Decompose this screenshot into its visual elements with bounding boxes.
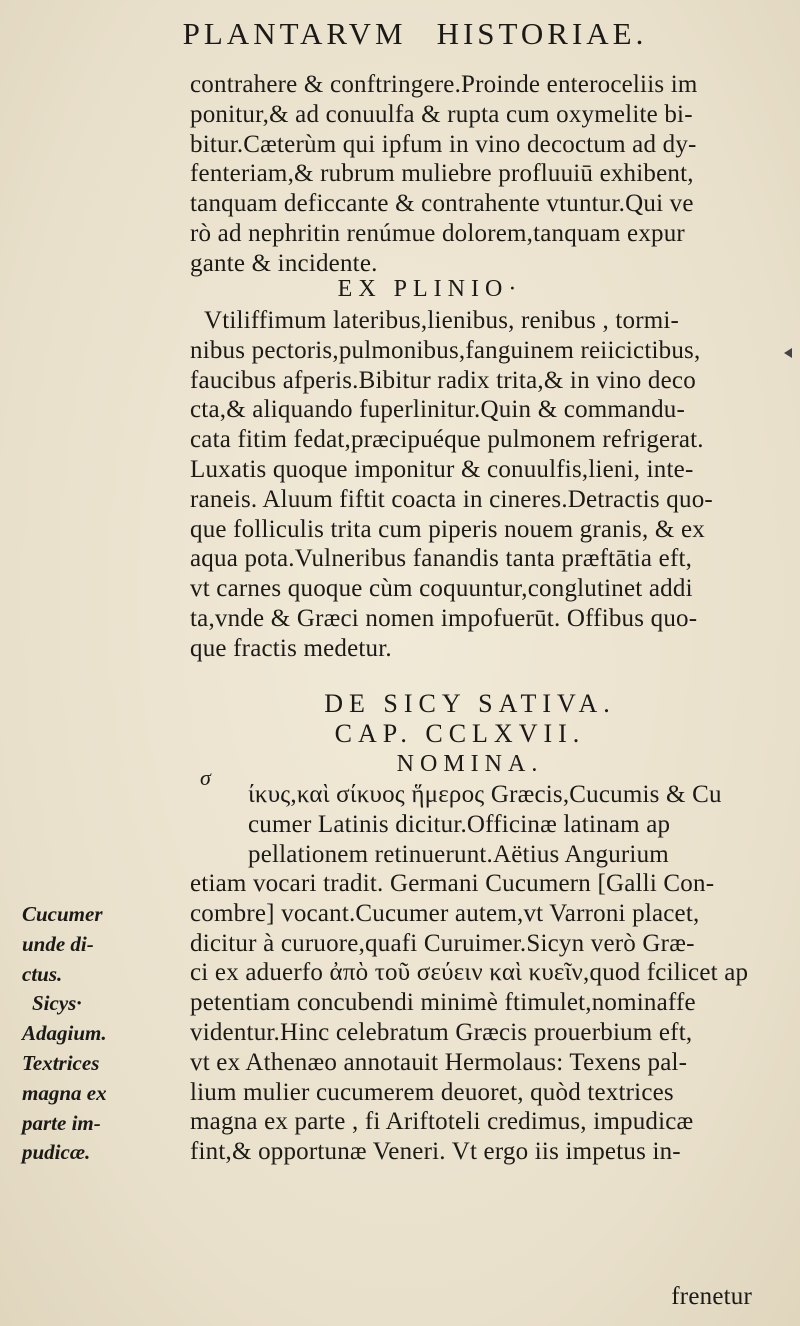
marginal-note-cucumer <box>22 900 182 1168</box>
margin-line: unde di- <box>22 931 94 956</box>
text-line: ta,vnde & Græci nomen impofuerūt. Offibus quo- <box>190 604 698 632</box>
text-line: rò ad nephritin renúmue dolorem,tanquam expur <box>190 219 685 247</box>
ex-plinio-heading: EX PLINIO· <box>337 276 523 302</box>
text-line: magna ex parte , fi Ariftoteli credimus, impudicæ <box>190 1108 694 1136</box>
margin-line: Cucumer <box>22 902 103 926</box>
margin-line: parte im- <box>22 1110 101 1135</box>
text-line: Vtiliffimum lateribus,lienibus, renibus , tormi- <box>204 307 680 334</box>
running-title-2: HISTORIAE. <box>436 16 648 51</box>
text-line: gante & incidente. <box>190 249 378 277</box>
text-line: ci ex aduerfo ἀπὸ τοῦ σεύειν καὶ κυεῖν,quod fcilicet ap <box>190 959 749 987</box>
running-title-1: PLANTARVM <box>182 16 407 51</box>
paragraph-plinio <box>190 306 760 664</box>
text-line: bitur.Cæterùm qui ipfum in vino decoctum ad dy- <box>190 130 697 158</box>
text-line: ίκυς,καὶ σίκυος ἥμερος Græcis,Cucumis & Cu <box>248 781 722 808</box>
text-line: fenteriam,& rubrum muliebre profluuiū exhibent, <box>190 160 694 188</box>
paragraph-nomina-intro <box>248 780 748 869</box>
text-line: cumer Latinis dicitur.Officinæ latinam ap <box>248 810 671 838</box>
text-line: videntur.Hinc celebratum Græcis prouerbium eft, <box>190 1018 693 1046</box>
text-line: cta,& aliquando fuperlinitur.Quin & commandu- <box>190 396 685 424</box>
margin-line: magna ex <box>22 1080 107 1105</box>
pointer-mark <box>784 348 792 358</box>
text-line: combre] vocant.Cucumer autem,vt Varroni placet, <box>190 899 700 927</box>
chapter-number: CAP. CCLXVII. <box>334 719 586 748</box>
text-line: que fractis medetur. <box>190 634 392 662</box>
running-header <box>0 16 800 52</box>
text-line: ponitur,& ad conuulfa & rupta cum oxymelite bi- <box>190 100 693 128</box>
text-line: lium mulier cucumerem deuoret, quòd textrices <box>190 1078 674 1106</box>
text-line: que folliculis trita cum piperis nouem granis, & ex <box>190 515 705 543</box>
section-title: DE SICY SATIVA. <box>324 689 616 718</box>
paragraph-nomina <box>190 869 750 1167</box>
greek-initial: σ <box>200 765 211 790</box>
text-line: vt carnes quoque cùm coquuntur,conglutinet addi <box>190 575 693 603</box>
text-line: dicitur à curuore,quafi Curuimer.Sicyn verò Græ- <box>190 929 695 957</box>
text-line: contrahere & conftringere.Proinde enteroceliis im <box>190 71 698 98</box>
text-line: vt ex Athenæo annotauit Hermolaus: Texens pal- <box>190 1048 688 1076</box>
margin-line: pudicæ. <box>22 1140 91 1165</box>
text-line: cata fitim fedat,præcipuéque pulmonem refrigerat. <box>190 426 704 454</box>
text-line: faucibus afperis.Bibitur radix trita,& in vino deco <box>190 366 696 394</box>
catchword: frenetur <box>671 1283 752 1310</box>
margin-line: ctus. <box>22 961 63 986</box>
text-line: petentiam concubendi minimè ftimulet,nominaffe <box>190 989 696 1017</box>
text-line: nibus pectoris,pulmonibus,fanguinem reiicictibus, <box>190 336 701 364</box>
text-line: etiam vocari tradit. Germani Cucumern [Galli Con- <box>190 870 715 897</box>
paragraph-contrahere <box>190 70 750 279</box>
margin-line: Adagium. <box>22 1021 107 1046</box>
text-line: fint,& opportunæ Veneri. Vt ergo iis impetus in- <box>190 1138 681 1166</box>
text-line: tanquam deficcante & contrahente vtuntur.Qui ve <box>190 190 694 218</box>
margin-line: Sicys· <box>32 991 82 1016</box>
margin-line: Textrices <box>22 1050 100 1075</box>
nomina-heading: NOMINA. <box>396 751 544 777</box>
text-line: pellationem retinuerunt.Aëtius Angurium <box>248 840 669 868</box>
text-line: Luxatis quoque imponitur & conuulfis,lieni, inte- <box>190 455 694 483</box>
text-line: raneis. Aluum fiftit coacta in cineres.Detractis quo- <box>190 485 713 513</box>
text-line: aqua pota.Vulneribus fanandis tanta præftātia eft, <box>190 545 693 573</box>
